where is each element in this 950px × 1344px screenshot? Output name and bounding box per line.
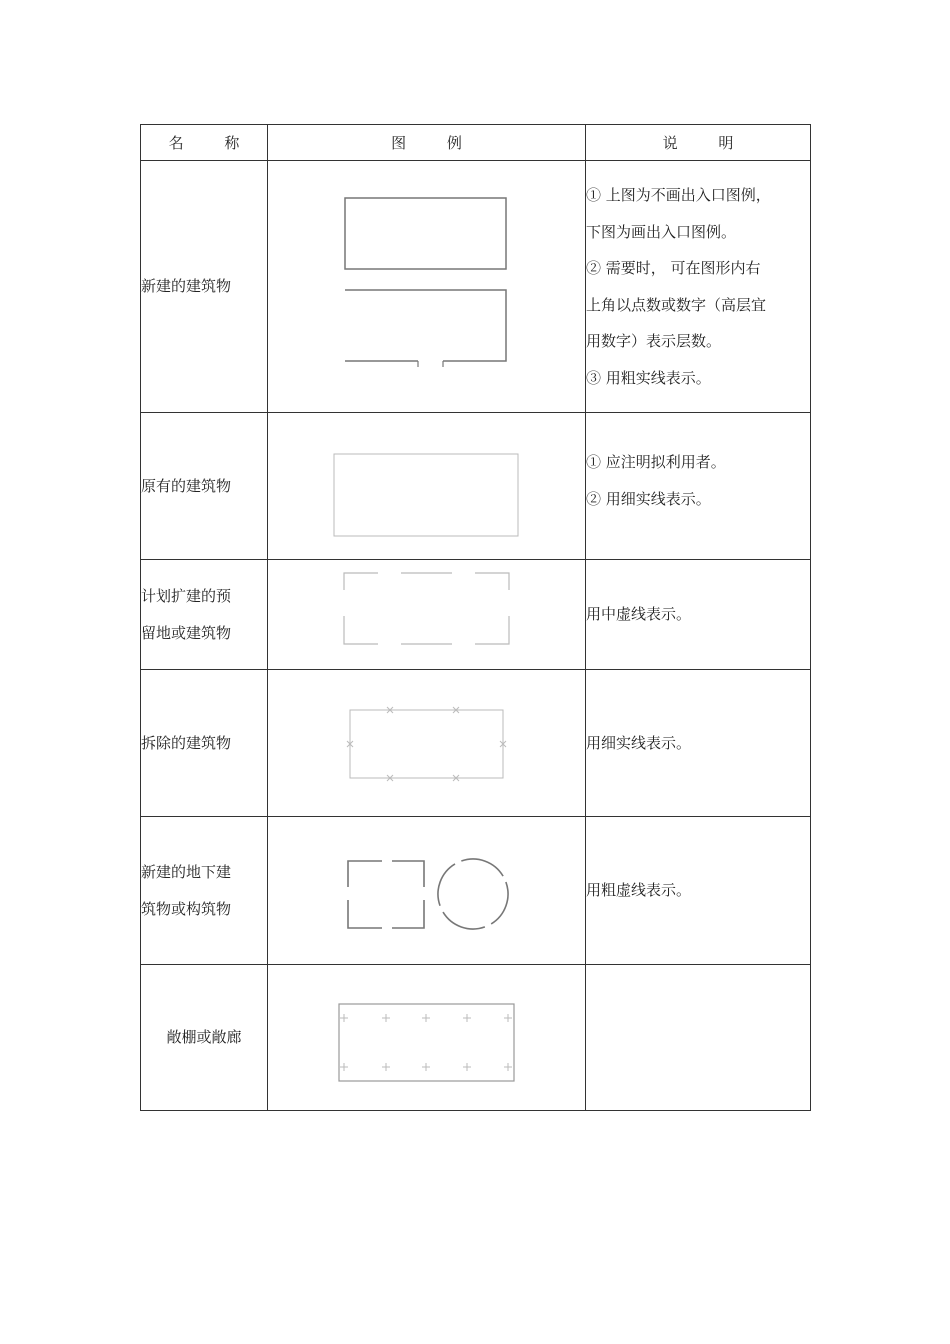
row-figure bbox=[268, 670, 586, 817]
header-figure: 图 例 bbox=[268, 125, 586, 161]
description-line: ③ 用粗实线表示。 bbox=[586, 368, 711, 387]
table-row bbox=[141, 413, 811, 560]
table-row bbox=[141, 817, 811, 965]
table-row bbox=[141, 161, 811, 413]
open-shed-icon bbox=[268, 965, 586, 1110]
description-line: ② 需要时， 可在图形内右 bbox=[586, 259, 761, 277]
row-figure bbox=[268, 161, 586, 413]
row-name-line: 筑物或构筑物 bbox=[141, 899, 232, 918]
row-figure bbox=[268, 413, 586, 560]
planned-expansion-icon bbox=[268, 560, 586, 669]
demolished-building-icon bbox=[268, 670, 586, 816]
table-row bbox=[141, 560, 811, 670]
row-name: 拆除的建筑物 bbox=[141, 670, 268, 817]
row-name-line: 计划扩建的预 bbox=[141, 586, 232, 605]
existing-building-icon bbox=[268, 413, 586, 559]
new-building-icon bbox=[268, 161, 586, 412]
description-line: ① 上图为不画出入口图例， bbox=[586, 186, 771, 204]
row-name bbox=[141, 817, 268, 965]
description-line: 下图为画出入口图例。 bbox=[586, 222, 737, 241]
underground-structure-icon bbox=[268, 817, 586, 964]
description-line: 用数字）表示层数。 bbox=[586, 332, 722, 350]
row-figure bbox=[268, 965, 586, 1111]
row-name: 原有的建筑物 bbox=[141, 413, 268, 560]
description-line: 上角以点数或数字（高层宜 bbox=[586, 295, 767, 314]
row-name-line: 留地或建筑物 bbox=[141, 623, 232, 642]
row-name: 敞棚或敞廊 bbox=[141, 965, 268, 1111]
row-figure bbox=[268, 560, 586, 670]
header-description: 说 明 bbox=[586, 125, 811, 161]
header-row bbox=[141, 125, 811, 161]
table-row bbox=[141, 965, 811, 1111]
row-name-line: 新建的地下建 bbox=[141, 862, 232, 881]
row-description bbox=[586, 413, 811, 560]
row-description: 用细实线表示。 bbox=[586, 670, 811, 817]
header-name: 名 称 bbox=[141, 125, 268, 161]
legend-table bbox=[140, 124, 811, 1111]
row-description: 用粗虚线表示。 bbox=[586, 817, 811, 965]
row-description bbox=[586, 161, 811, 413]
description-line: ① 应注明拟利用者。 bbox=[586, 453, 726, 471]
row-description: 用中虚线表示。 bbox=[586, 560, 811, 670]
row-name: 新建的建筑物 bbox=[141, 161, 268, 413]
description-line: ② 用细实线表示。 bbox=[586, 489, 711, 508]
row-figure bbox=[268, 817, 586, 965]
row-description bbox=[586, 965, 811, 1111]
table-row bbox=[141, 670, 811, 817]
row-name bbox=[141, 560, 268, 670]
